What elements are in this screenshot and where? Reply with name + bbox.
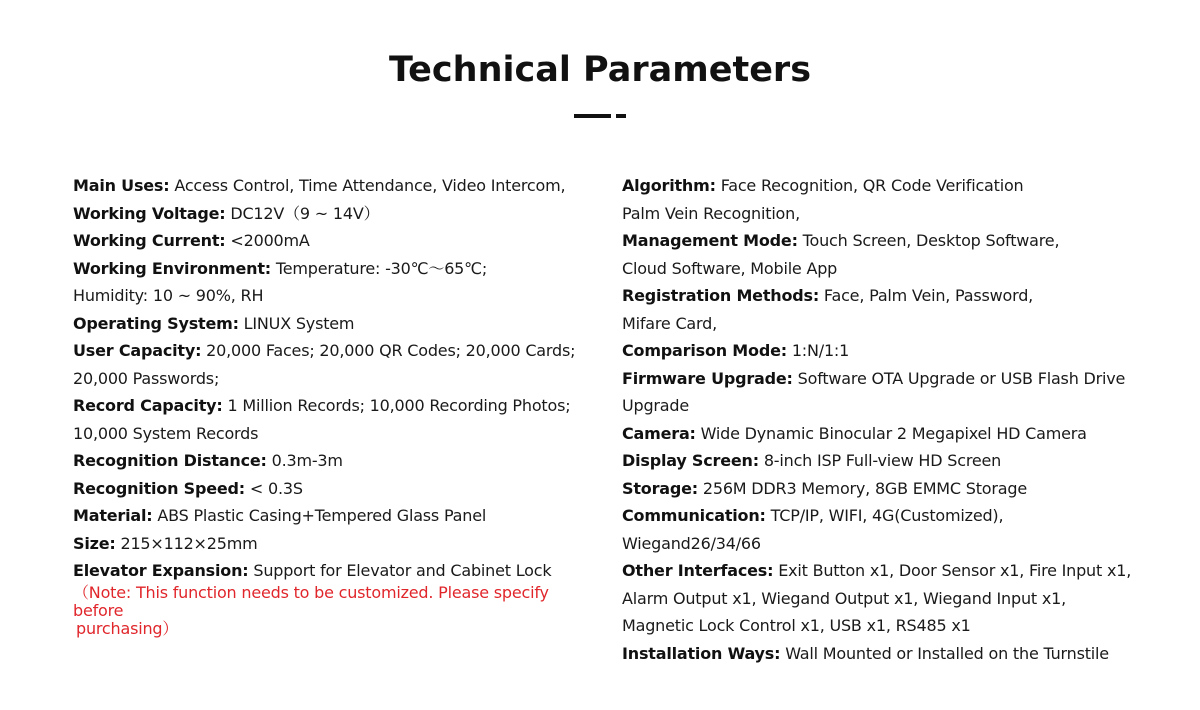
param-row	[73, 530, 593, 558]
param-row	[622, 282, 1167, 310]
param-label: Management Mode:	[622, 231, 798, 250]
param-value: Humidity: 10 ~ 90%, RH	[73, 286, 264, 305]
param-label: Storage:	[622, 478, 698, 498]
param-value: 256M DDR3 Memory, 8GB EMMC Storage	[697, 478, 1027, 498]
param-value: Upgrade	[622, 396, 690, 415]
param-label: Display Screen:	[622, 451, 759, 470]
param-row	[622, 365, 1167, 393]
param-value: Temperature: -30℃～65℃;	[270, 258, 488, 278]
title-underline-short	[616, 114, 626, 118]
param-row	[73, 365, 593, 393]
param-row	[73, 282, 593, 310]
param-label: User Capacity:	[73, 341, 202, 360]
param-value: Palm Vein Recognition,	[622, 203, 800, 223]
param-value: Magnetic Lock Control x1, USB x1, RS485 x1	[622, 616, 971, 635]
param-label: Registration Methods:	[622, 286, 820, 305]
param-row	[73, 502, 593, 530]
param-value: 1:N/1:1	[786, 341, 850, 360]
param-label: Camera:	[622, 423, 696, 443]
param-label: Working Voltage:	[73, 203, 226, 223]
param-row	[73, 475, 593, 503]
page-title: Technical Parameters	[388, 50, 812, 90]
param-label: Communication:	[622, 506, 766, 525]
param-value: 0.3m-3m	[266, 451, 343, 470]
customization-note-line: purchasing）	[76, 618, 179, 638]
param-row	[622, 557, 1167, 585]
param-value: < 0.3S	[245, 478, 303, 498]
param-label: Firmware Upgrade:	[622, 368, 793, 388]
param-value: 8-inch ISP Full-view HD Screen	[758, 451, 1002, 470]
param-value: Mifare Card,	[622, 313, 717, 333]
param-label: Material:	[73, 506, 153, 525]
param-value: Touch Screen, Desktop Software,	[797, 231, 1060, 250]
param-row	[73, 420, 593, 448]
param-label: Size:	[73, 533, 116, 553]
param-value: 10,000 System Records	[73, 423, 259, 443]
param-row	[622, 392, 1167, 420]
param-label: Comparison Mode:	[622, 341, 787, 360]
param-row	[622, 447, 1167, 475]
param-label: Algorithm:	[622, 176, 716, 195]
param-value: Cloud Software, Mobile App	[622, 258, 838, 278]
param-value: TCP/IP, WIFI, 4G(Customized),	[765, 506, 1004, 525]
param-label: Main Uses:	[73, 176, 170, 195]
param-value: Face Recognition, QR Code Verification	[715, 176, 1024, 195]
param-value: ABS Plastic Casing+Tempered Glass Panel	[152, 506, 487, 525]
param-value: Wide Dynamic Binocular 2 Megapixel HD Camera	[695, 423, 1087, 443]
param-value: Alarm Output x1, Wiegand Output x1, Wiegand Input x1,	[622, 588, 1066, 608]
param-row	[622, 502, 1167, 530]
param-value: 20,000 Passwords;	[73, 368, 220, 388]
param-label: Operating System:	[73, 313, 239, 333]
param-value: Access Control, Time Attendance, Video Intercom,	[169, 176, 566, 195]
param-value: Support for Elevator and Cabinet Lock	[248, 561, 552, 580]
param-row	[622, 585, 1167, 613]
param-value: Exit Button x1, Door Sensor x1, Fire Input x1,	[773, 561, 1132, 580]
param-label: Other Interfaces:	[622, 561, 774, 580]
param-value: 1 Million Records; 10,000 Recording Photos;	[222, 396, 571, 415]
param-row	[73, 255, 593, 283]
param-label: Elevator Expansion:	[73, 561, 249, 580]
param-row	[622, 475, 1167, 503]
param-label: Recognition Speed:	[73, 478, 245, 498]
param-row	[622, 310, 1167, 338]
param-value: Wall Mounted or Installed on the Turnstile	[780, 643, 1109, 663]
param-label: Working Current:	[73, 231, 226, 250]
customization-note-line: （Note: This function needs to be customized. Please specify before	[73, 582, 549, 620]
param-value: DC12V（9 ~ 14V）	[225, 203, 380, 223]
param-label: Record Capacity:	[73, 396, 223, 415]
param-row	[622, 227, 1167, 255]
param-value: Wiegand26/34/66	[622, 533, 761, 553]
param-value: LINUX System	[238, 313, 355, 333]
param-label: Working Environment:	[73, 258, 271, 278]
param-value: <2000mA	[225, 231, 310, 250]
param-row	[73, 227, 593, 255]
param-value: Face, Palm Vein, Password,	[819, 286, 1034, 305]
param-value: 20,000 Faces; 20,000 QR Codes; 20,000 Cards;	[201, 341, 576, 360]
param-row	[73, 200, 593, 228]
param-row	[73, 392, 593, 420]
param-row	[73, 557, 593, 585]
title-underline-long	[574, 114, 611, 118]
param-row	[622, 200, 1167, 228]
parameters-left-column	[73, 172, 593, 638]
param-row	[622, 172, 1167, 200]
param-row	[622, 255, 1167, 283]
param-value: 215×112×25mm	[115, 533, 258, 553]
param-row	[622, 420, 1167, 448]
parameters-right-column	[622, 172, 1167, 667]
param-row	[73, 310, 593, 338]
param-row	[73, 172, 593, 200]
param-value: Software OTA Upgrade or USB Flash Drive	[792, 368, 1126, 388]
param-label: Installation Ways:	[622, 643, 781, 663]
customization-note	[73, 584, 593, 638]
param-row	[622, 337, 1167, 365]
param-row	[622, 640, 1167, 668]
param-row	[622, 612, 1167, 640]
param-row	[622, 530, 1167, 558]
param-label: Recognition Distance:	[73, 451, 267, 470]
param-row	[73, 447, 593, 475]
param-row	[73, 337, 593, 365]
